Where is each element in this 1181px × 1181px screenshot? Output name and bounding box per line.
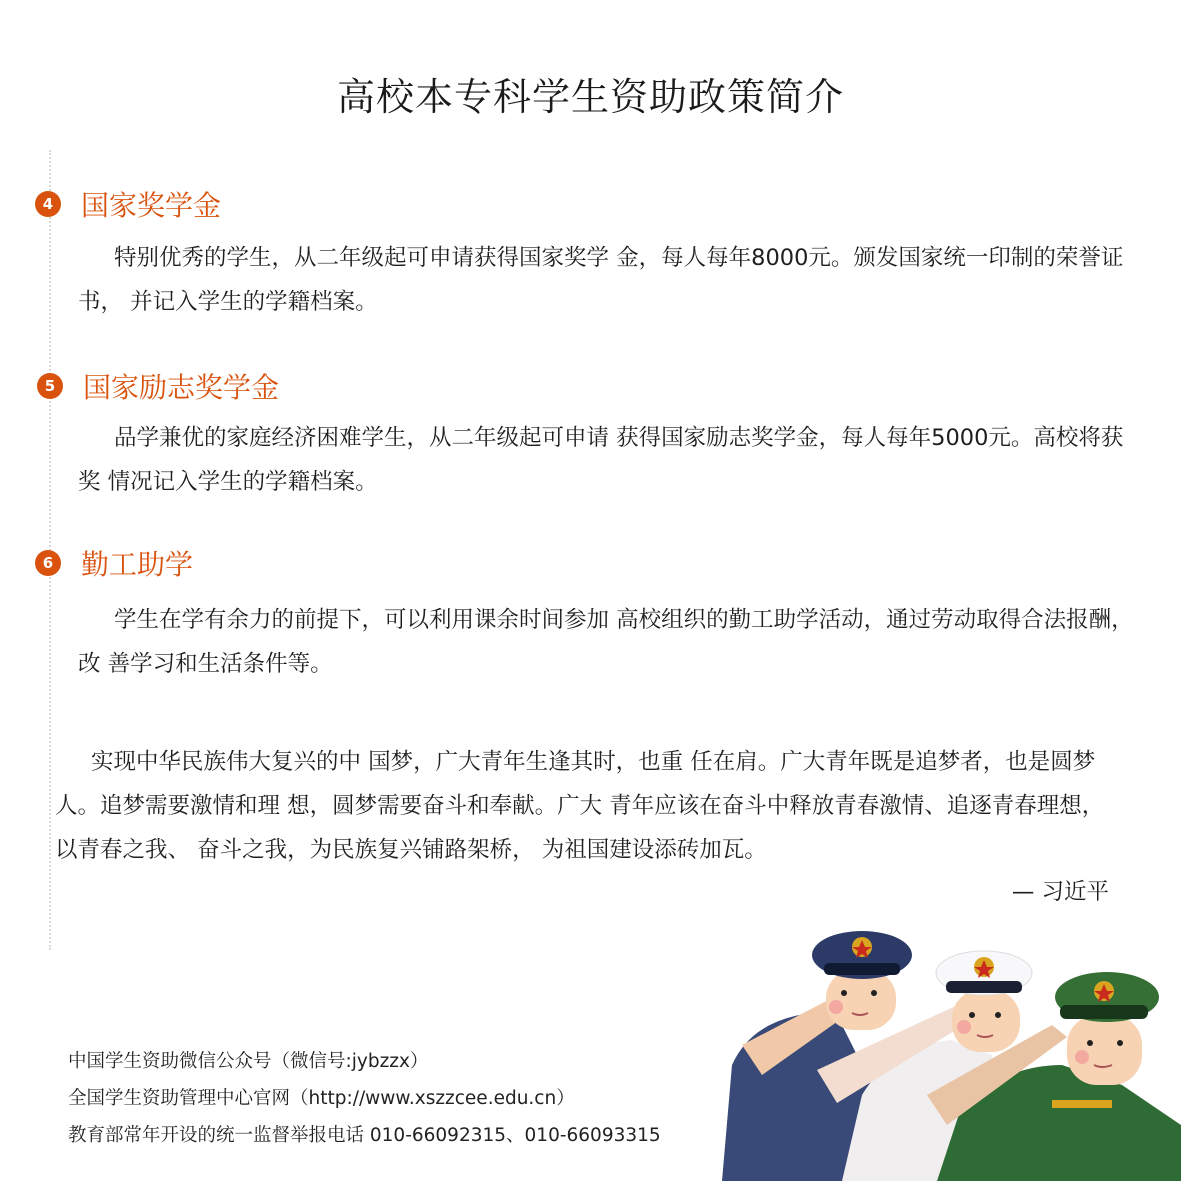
section-title: 国家奖学金 — [81, 189, 222, 222]
footer-website: 全国学生资助管理中心官网（http://www.xszzcee.edu.cn） — [68, 1088, 575, 1109]
quote-text: 实现中华民族伟大复兴的中 国梦，广大青年生逢其时，也重 任在肩。广大青年既是追梦者，也是圆梦人。追梦需要激情和理 想，圆梦需要奋斗和奉献。广大 青年应该在奋斗中释放青春激情、追逐青春理想，以青春之我、 奋斗之我，为民族复兴铺路架桥， 为祖国建设添砖加瓦。 — [55, 749, 1105, 863]
section-title: 勤工助学 — [81, 548, 194, 581]
footer-hotline: 教育部常年开设的统一监督举报电话 010-66092315、010-66093315 — [68, 1125, 661, 1146]
number-badge: 4 — [35, 191, 61, 217]
section-title: 国家励志奖学金 — [83, 371, 280, 404]
quote-attribution: — 习近平 — [1011, 879, 1109, 905]
footer-contact-info — [68, 1043, 661, 1154]
section-body: 学生在学有余力的前提下，可以利用课余时间参加 高校组织的勤工助学活动，通过劳动取得合法报酬，改 善学习和生活条件等。 — [78, 607, 1134, 677]
number-badge: 6 — [35, 550, 61, 576]
number-badge: 5 — [37, 373, 63, 399]
footer-wechat: 中国学生资助微信公众号（微信号:jybzzx） — [68, 1051, 429, 1072]
saluting-soldiers-illustration — [722, 925, 1181, 1181]
section-header-inspirational-scholarship — [37, 366, 279, 406]
section-header-work-study — [35, 543, 193, 583]
section-header-national-scholarship — [35, 184, 221, 224]
section-body: 特别优秀的学生，从二年级起可申请获得国家奖学 金，每人每年8000元。颁发国家统一印制的荣誉证书， 并记入学生的学籍档案。 — [78, 245, 1124, 315]
page-title: 高校本专科学生资助政策简介 — [336, 75, 844, 119]
section-body: 品学兼优的家庭经济困难学生，从二年级起可申请 获得国家励志奖学金，每人每年5000元。高校将获奖 情况记入学生的学籍档案。 — [78, 425, 1124, 495]
